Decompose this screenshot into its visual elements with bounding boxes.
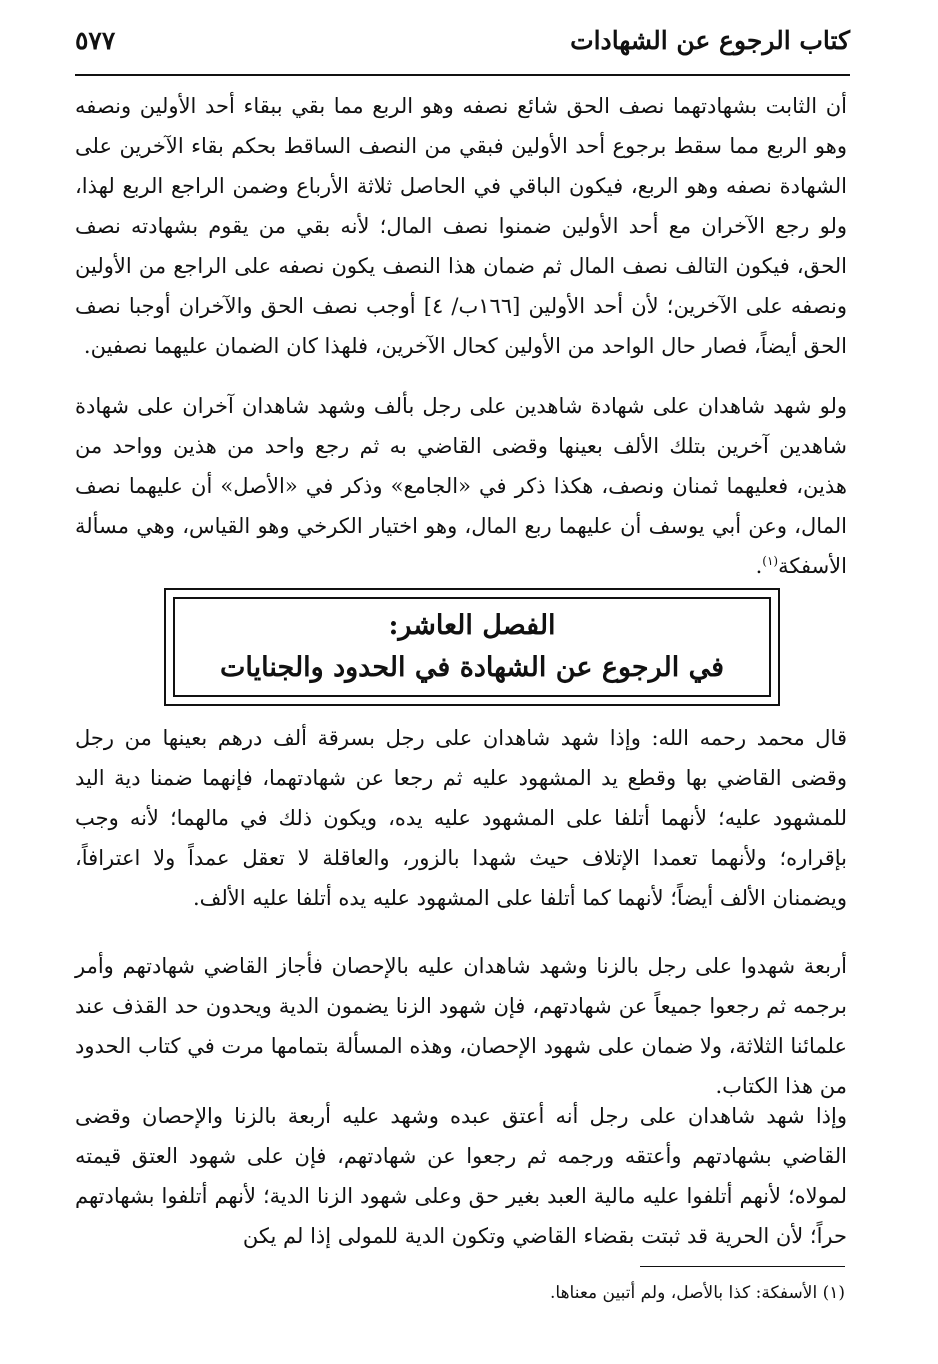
page-number: ٥٧٧ xyxy=(75,26,116,55)
paragraph-2 xyxy=(75,386,847,586)
chapter-label: الفصل العاشر: xyxy=(388,610,556,641)
footnote-divider xyxy=(640,1266,845,1267)
footnote-reference: (١) xyxy=(762,554,779,568)
paragraph-1: أن الثابت بشهادتهما نصف الحق شائع نصفه وهو الربع مما بقي ببقاء أحد الأولين ونصفه وهو الربع مما سقط برجوع أحد الأولين فبقي من النصف الساقط بحكم بقاء الآخرين على الشهادة نصفه وهو الربع، فيكون الباقي في الحاصل ثلاثة الأرباع وضمن الراجع الربع لهذا، ولو رجع الآخران مع أحد الأولين ضمنوا نصف المال؛ لأنه بقي من يقوم بشهادته نصف الحق، فيكون التالف نصف المال ثم ضمان هذا النصف يكون نصفه على الراجع من الأولين ونصفه على الآخرين؛ لأن أحد الأولين [١٦٦ب/ ٤] أوجب نصف الحق والآخران أوجبا نصف الحق أيضاً، فصار حال الواحد من الأولين كحال الآخرين، فلهذا كان الضمان عليهما نصفين. xyxy=(75,94,848,358)
paragraph-2-end: . xyxy=(755,554,763,578)
chapter-title: في الرجوع عن الشهادة في الحدود والجنايات xyxy=(219,652,725,683)
paragraph-3: قال محمد رحمه الله: وإذا شهد شاهدان على رجل بسرقة ألف درهم بعينها من رجل وقضى القاضي بها وقطع يد المشهود عليه ثم رجعا عن شهادتهما، فإنهما ضمنا دية اليد للمشهود عليه؛ لأنهما أتلفا على المشهود عليه يده، ويكون ذلك في مالهما؛ لأنه وجب بإقراره؛ ولأنهما تعمدا الإتلاف حيث شهدا بالزور، والعاقلة لا تعقل عمداً ولا اعترافاً، ويضمنان الألف أيضاً؛ لأنهما كما أتلفا على المشهود عليه يده أتلفا عليه الألف. xyxy=(75,726,847,910)
page-header xyxy=(75,20,850,76)
paragraph-2-text: ولو شهد شاهدان على شهادة شاهدين على رجل بألف وشهد شاهدان آخران على شهادة شاهدين آخرين بتلك الألف بعينها وقضى القاضي به ثم رجع واحد من هذين وواحد من هذين، فعليهما ثمنان ونصف، هكذا ذكر في «الجامع» وذكر في «الأصل» أن عليهما نصف المال، وعن أبي يوسف أن عليهما ربع المال، وهو اختيار الكرخي وهو القياس، وهي مسألة الأسفكة xyxy=(75,394,847,578)
footnote-number: (١) xyxy=(822,1283,845,1303)
paragraph-5: وإذا شهد شاهدان على رجل أنه أعتق عبده وشهد عليه أربعة بالزنا والإحصان وقضى القاضي بشهادتهم وأعتقه ورجمه ثم رجعوا عن شهادتهم، فإن على شهود العتق قيمته لمولاه؛ لأنهم أتلفوا عليه مالية العبد بغير حق وعلى شهود الزنا الدية؛ لأنهم أتلفوا بشهادتهم حراً؛ لأن الحرية قد ثبتت بقضاء القاضي وتكون الدية للمولى إذا لم يكن xyxy=(75,1104,847,1248)
chapter-heading-inner-frame xyxy=(173,597,771,697)
footnote xyxy=(75,1278,845,1308)
footnote-text: الأسفكة: كذا بالأصل، ولم أتبين معناها. xyxy=(549,1283,818,1303)
paragraph-4: أربعة شهدوا على رجل بالزنا وشهد شاهدان عليه بالإحصان فأجاز القاضي شهادتهم وأمر برجمه ثم رجعوا جميعاً عن شهادتهم، فإن شهود الزنا يضمون الدية ويحدون حد القذف عند علمائنا الثلاثة، ولا ضمان على شهود الإحصان، وهذه المسألة بتمامها مرت في كتاب الحدود من هذا الكتاب. xyxy=(75,954,847,1098)
running-head-title: كتاب الرجوع عن الشهادات xyxy=(570,26,850,55)
chapter-heading-frame xyxy=(164,588,780,706)
